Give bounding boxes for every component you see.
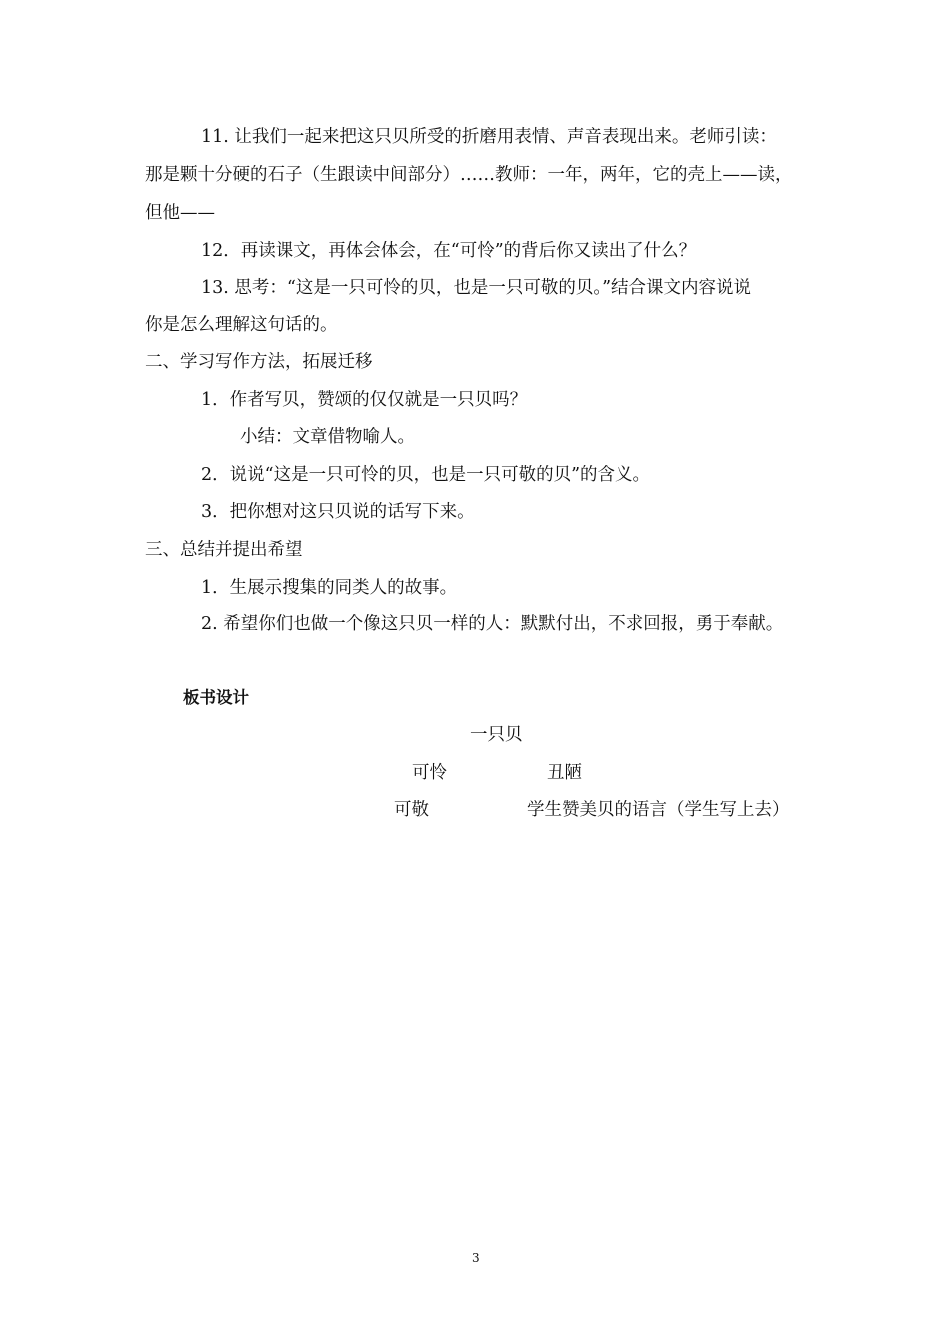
- section-3-item-1: 1．生展示搜集的同类人的故事。: [201, 578, 458, 598]
- section-3-item-2: 2. 希望你们也做一个像这只贝一样的人：默默付出，不求回报，勇于奉献。: [201, 614, 784, 634]
- section-2-item-3: 3．把你想对这只贝说的话写下来。: [201, 502, 475, 522]
- item-11-line-3: 但他——: [145, 203, 215, 223]
- item-11-line-2: 那是颗十分硬的石子（生跟读中间部分）……教师：一年，两年，它的壳上——读，: [145, 165, 793, 185]
- section-2-item-1: 1．作者写贝，赞颂的仅仅就是一只贝吗？: [201, 390, 528, 410]
- item-13-line-1: 13. 思考：“这是一只可怜的贝，也是一只可敬的贝。”结合课文内容说说: [201, 278, 752, 298]
- board-left-1: 可怜: [412, 763, 447, 783]
- section-2-summary: 小结：文章借物喻人。: [240, 427, 415, 447]
- board-right-1: 丑陋: [547, 763, 582, 783]
- board-center: 一只贝: [470, 725, 523, 745]
- section-3-heading: 三、总结并提出希望: [145, 540, 303, 560]
- section-2-item-2: 2．说说“这是一只可怜的贝，也是一只可敬的贝”的含义。: [201, 465, 651, 485]
- item-11-line-1: 11. 让我们一起来把这只贝所受的折磨用表情、声音表现出来。老师引读：: [201, 127, 777, 147]
- board-left-2: 可敬: [394, 800, 429, 820]
- item-12: 12．再读课文，再体会体会，在“可怜”的背后你又读出了什么？: [201, 241, 697, 261]
- board-design-title: 板书设计: [183, 688, 249, 707]
- section-2-heading: 二、学习写作方法，拓展迁移: [145, 352, 373, 372]
- page-number: 3: [472, 1251, 480, 1265]
- board-right-2: 学生赞美贝的语言（学生写上去）: [527, 800, 790, 820]
- item-13-line-2: 你是怎么理解这句话的。: [145, 315, 338, 335]
